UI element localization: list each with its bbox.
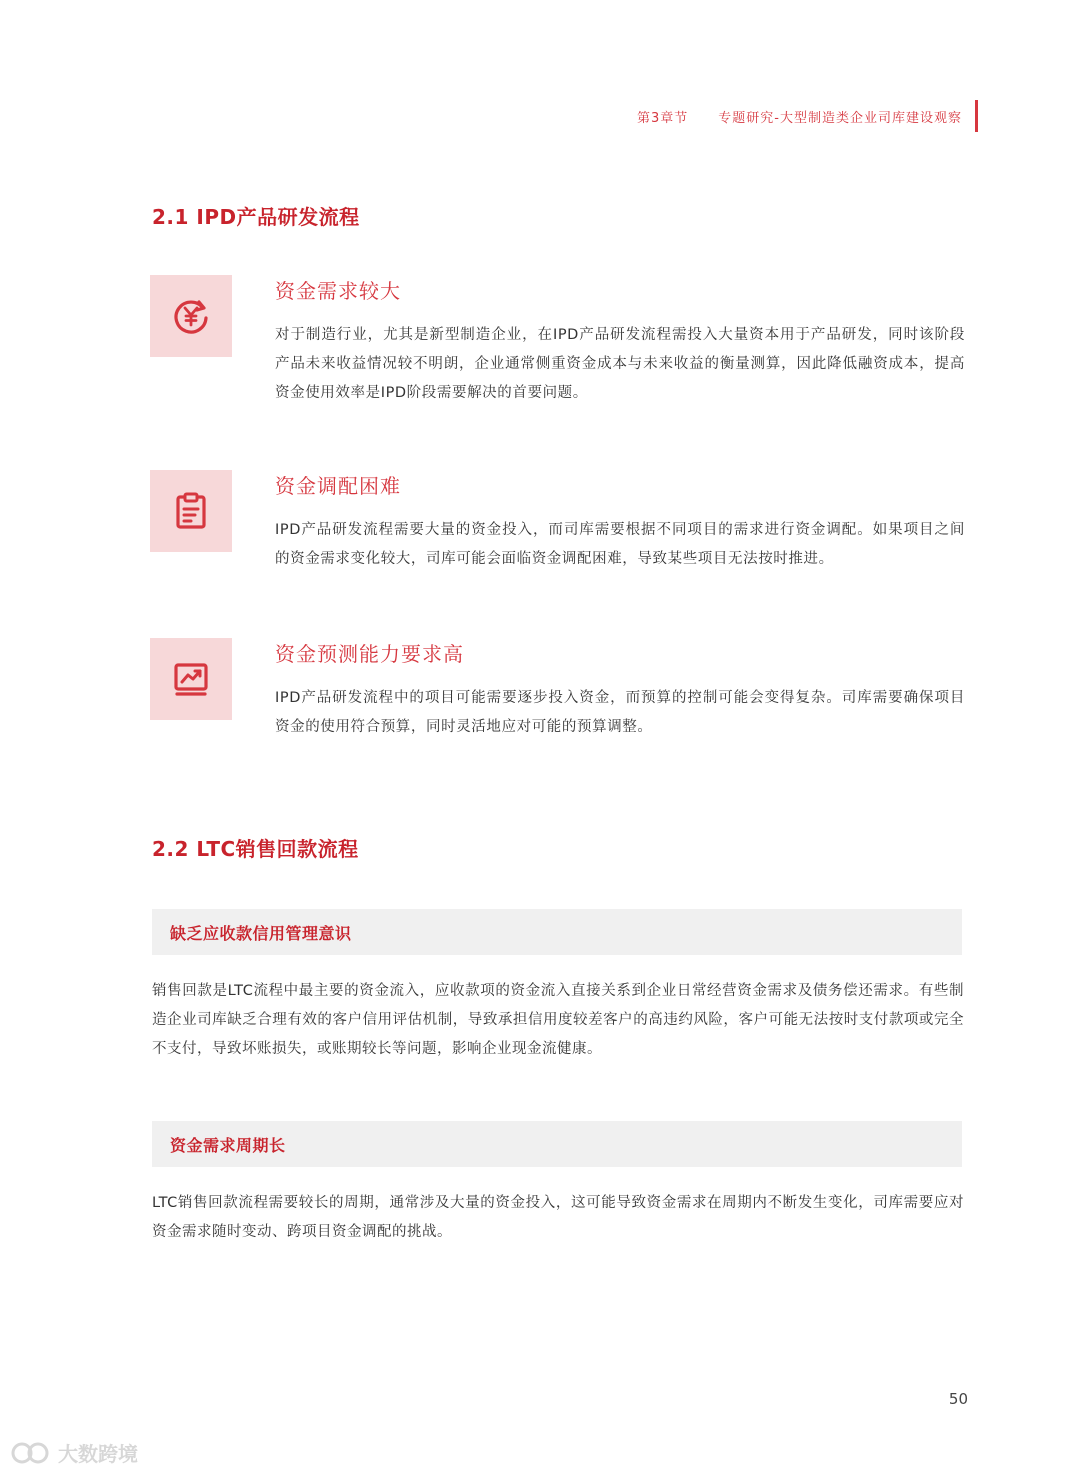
subheading-text: 资金需求周期长 bbox=[170, 1135, 286, 1155]
feature-title: 资金调配困难 bbox=[275, 474, 401, 498]
feature-body: IPD产品研发流程中的项目可能需要逐步投入资金，而预算的控制可能会变得复杂。司库需要确保项目资金的使用符合预算，同时灵活地应对可能的预算调整。 bbox=[275, 690, 965, 735]
header-chapter: 第3章节 bbox=[637, 110, 689, 126]
running-header bbox=[637, 100, 962, 132]
page-number: 50 bbox=[948, 1390, 968, 1408]
header-title: 专题研究-大型制造类企业司库建设观察 bbox=[718, 110, 962, 126]
header-accent-bar bbox=[975, 100, 978, 132]
yen-cycle-icon bbox=[169, 294, 213, 338]
icon-box bbox=[150, 470, 232, 552]
paragraph: LTC销售回款流程需要较长的周期，通常涉及大量的资金投入，这可能导致资金需求在周期内不断发生变化，司库需要应对资金需求随时变动、跨项目资金调配的挑战。 bbox=[152, 1195, 964, 1240]
subheading-banner bbox=[152, 1121, 962, 1167]
icon-box bbox=[150, 638, 232, 720]
watermark-text: 大数跨境 bbox=[58, 1442, 138, 1466]
subheading-banner bbox=[152, 909, 962, 955]
subheading-text: 缺乏应收款信用管理意识 bbox=[170, 923, 352, 943]
icon-box bbox=[150, 275, 232, 357]
trend-chart-icon bbox=[169, 657, 213, 701]
watermark-logo-icon bbox=[8, 1439, 54, 1467]
paragraph: 销售回款是LTC流程中最主要的资金流入，应收款项的资金流入直接关系到企业日常经营资金需求及债务偿还需求。有些制造企业司库缺乏合理有效的客户信用评估机制，导致承担信用度较差客户的高违约风险，客户可能无法按时支付款项或完全不支付，导致坏账损失，或账期较长等问题，影响企业现金流健康。 bbox=[152, 983, 964, 1057]
feature-body: IPD产品研发流程需要大量的资金投入，而司库需要根据不同项目的需求进行资金调配。如果项目之间的资金需求变化较大，司库可能会面临资金调配困难，导致某些项目无法按时推进。 bbox=[275, 522, 965, 567]
section-title-ltc: 2.2 LTC销售回款流程 bbox=[152, 837, 359, 861]
watermark bbox=[8, 1438, 138, 1467]
clipboard-icon bbox=[169, 489, 213, 533]
section-title-ipd: 2.1 IPD产品研发流程 bbox=[152, 205, 360, 229]
feature-body: 对于制造行业，尤其是新型制造企业，在IPD产品研发流程需投入大量资本用于产品研发，同时该阶段产品未来收益情况较不明朗，企业通常侧重资金成本与未来收益的衡量测算，因此降低融资成本，提高资金使用效率是IPD阶段需要解决的首要问题。 bbox=[275, 327, 965, 401]
feature-title: 资金预测能力要求高 bbox=[275, 642, 464, 666]
feature-title: 资金需求较大 bbox=[275, 279, 401, 303]
